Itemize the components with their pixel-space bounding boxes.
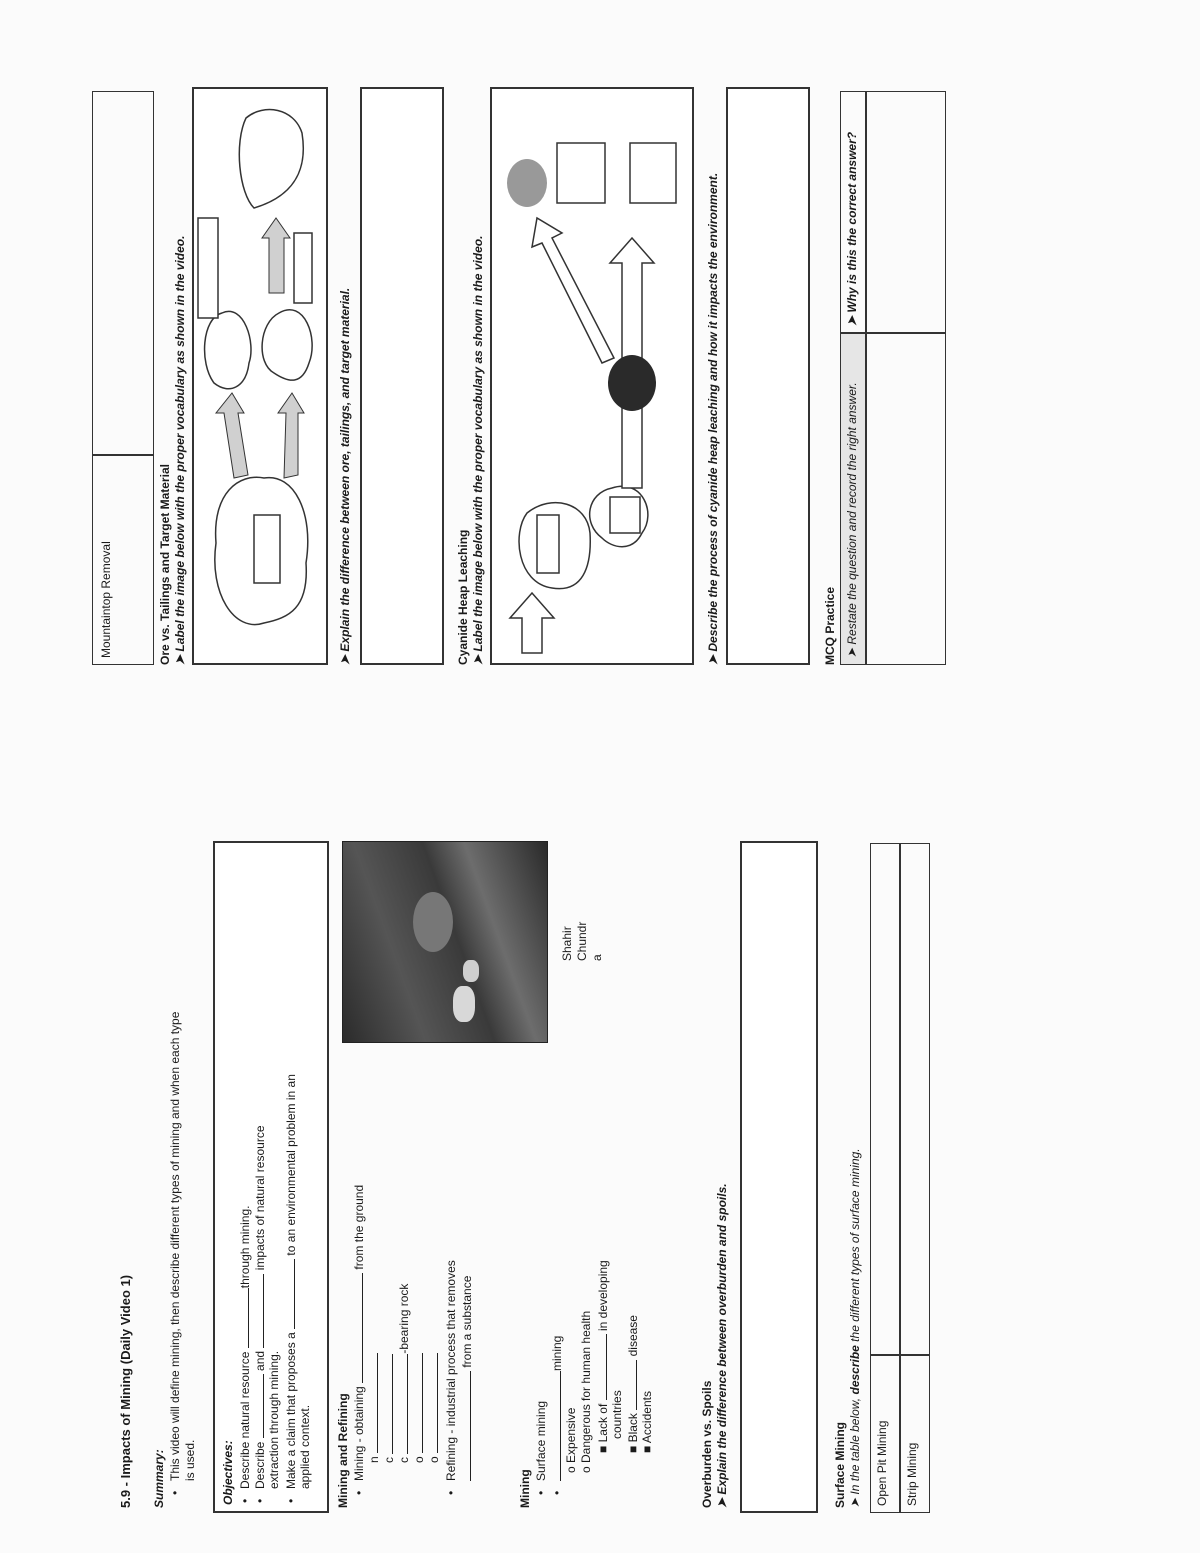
mining-refining-heading: Mining and Refining — [336, 1393, 350, 1508]
photo-credit-3: a — [590, 954, 604, 961]
heap-label-box-2[interactable] — [610, 497, 640, 533]
lack-text-c: countries — [610, 1390, 624, 1439]
objectives-heading: Objectives: — [221, 1440, 235, 1505]
overburden-prompt: Explain the difference between overburden and spoils. — [715, 1183, 729, 1495]
overburden-answer-box[interactable] — [740, 841, 818, 1513]
target-label-box[interactable] — [294, 233, 312, 303]
material-pile-shape — [239, 110, 303, 208]
disease-text: disease — [626, 1315, 640, 1357]
mining-type-blank[interactable] — [549, 1371, 561, 1481]
scanned-worksheet-page: 5.9 - Impacts of Mining (Daily Video 1) Summary: • This video will define mining, then describe different types of mining and when each type is used. Objectives: • Describe natural resource through mining. • Describe and impacts of natural resource extraction through mining. • Make a claim that proposes a to an environmental problem in an applied context. Mining and Refining • Mining - obtaining from the ground n c c -bearing rock o o • Refining - industrial process that removes from a substance Shahir Chundr a Mining • Surface mining • mining o Expensive o Dangerous for human health ■ Lack of in developing countries ■ Black disease ■ Accidents Overburden vs. Spoils ➤ Explain the difference between overburden and spoils. Surface Mining ➤ In the table below, describe the different types of surface mining. Open Pit Mining Strip Mining Mountaintop Removal Ore vs. Tailings and Target Material ➤ Label the image below with the proper vocabulary as shown in the video. ➤ Explain the difference between ore, tailings, and target material. Cyanide Heap Leaching ➤ Label the image below with the proper vocabulary as shown in the video. ➤ Describe the process of cyanide heap leaching and how it impacts the environment. MCQ Practice ➤ Restate the question and record the right answer. ➤ Why is this the correct answer? — [0, 0, 1200, 1553]
mining-blank[interactable] — [351, 1273, 363, 1383]
ore-label-box[interactable] — [254, 515, 280, 583]
tailings-shape — [205, 311, 251, 388]
mountaintop-label-cell: Mountaintop Removal — [92, 455, 154, 665]
expensive-text: Expensive — [564, 1407, 578, 1463]
cyanide-prompt: Label the image below with the proper vocabulary as shown in the video. — [471, 235, 485, 652]
mining-def-a: Mining - obtaining — [352, 1386, 366, 1481]
table-answer-cell[interactable] — [900, 843, 930, 1355]
sub-blank-3[interactable] — [396, 1354, 408, 1454]
mining-word: mining — [550, 1335, 564, 1371]
lack-text-a: Lack of — [596, 1403, 610, 1443]
ore-answer-box[interactable] — [360, 87, 444, 665]
sub-blank-1[interactable] — [366, 1353, 378, 1453]
objective-blank-3[interactable] — [252, 1274, 264, 1348]
objective-2b: and — [253, 1350, 267, 1371]
ore-diagram — [194, 89, 326, 663]
overburden-heading: Overburden vs. Spoils — [700, 1380, 714, 1508]
objectives-box — [213, 841, 329, 1513]
photo-highlight — [463, 960, 479, 982]
cyanide-heading: Cyanide Heap Leaching — [456, 529, 470, 665]
dangerous-text: Dangerous for human health — [579, 1310, 593, 1463]
arrow-icon — [278, 393, 304, 478]
cyanide-solution-blob — [608, 355, 656, 411]
mcq-col2-header: ➤ Why is this the correct answer? — [840, 91, 866, 333]
summary-heading: Summary: — [152, 1449, 166, 1508]
mcq-col2-text: Why is this the correct answer? — [845, 131, 859, 313]
sub-blank-4[interactable] — [411, 1353, 423, 1453]
mining-def-b: from the ground — [352, 1184, 366, 1270]
photo-highlight — [453, 986, 475, 1022]
cyanide-describe-prompt: Describe the process of cyanide heap leaching and how it impacts the environment. — [706, 172, 720, 652]
product-label-box[interactable] — [557, 143, 605, 203]
mining-heading: Mining — [518, 1469, 532, 1508]
heap-label-box[interactable] — [537, 515, 559, 573]
surface-prompt-b: describe — [848, 1345, 862, 1395]
summary-text-1: • This video will define mining, then describe different types of mining and when each type — [168, 1012, 183, 1495]
table-answer-cell[interactable] — [870, 843, 900, 1355]
objective-3c: applied context. — [298, 1404, 312, 1489]
target-shape — [262, 310, 312, 380]
sub-item-4: o — [412, 1456, 426, 1463]
photo-shadow — [413, 892, 453, 952]
objective-2d: extraction through mining. — [267, 1350, 281, 1489]
worksheet-title: 5.9 - Impacts of Mining (Daily Video 1) — [118, 1274, 133, 1508]
tailings-label-box[interactable] — [198, 218, 218, 318]
cyanide-diagram — [492, 89, 692, 663]
ore-heading: Ore vs. Tailings and Target Material — [158, 464, 172, 665]
objective-blank-1[interactable] — [237, 1288, 249, 1348]
objective-1a: Describe natural resource — [238, 1351, 252, 1489]
sub-blank-2[interactable] — [381, 1354, 393, 1454]
accidents-text: Accidents — [640, 1391, 654, 1444]
mcq-heading: MCQ Practice — [823, 586, 837, 665]
black-blank[interactable] — [625, 1360, 637, 1410]
objective-1b: through mining. — [238, 1205, 252, 1289]
sub-item-3: c — [397, 1457, 411, 1463]
sub-item-2: c — [382, 1457, 396, 1463]
arrow-icon — [262, 218, 290, 293]
waste-label-box[interactable] — [630, 143, 676, 203]
objective-blank-4[interactable] — [283, 1259, 295, 1329]
surface-prompt-a: In the table below, — [848, 1397, 862, 1495]
sub-blank-5[interactable] — [426, 1353, 438, 1453]
mining-photo — [342, 841, 548, 1043]
ore-explain-prompt: Explain the difference between ore, tailings, and target material. — [338, 287, 352, 652]
ore-prompt: Label the image below with the proper vocabulary as shown in the video. — [173, 235, 187, 652]
bearing-rock-text: -bearing rock — [397, 1283, 411, 1354]
refining-def-b: from a substance — [460, 1275, 474, 1368]
surface-prompt-c: the different types of surface mining. — [848, 1148, 862, 1342]
black-text: Black — [626, 1413, 640, 1443]
lack-blank[interactable] — [595, 1334, 607, 1400]
objective-2a: Describe — [253, 1441, 267, 1489]
surface-mining-text: Surface mining — [534, 1400, 548, 1481]
gold-product-blob — [507, 159, 547, 207]
photo-credit-2: Chundr — [575, 921, 589, 961]
table-row-label: Strip Mining — [900, 1355, 930, 1513]
mcq-col1-text: Restate the question and record the right answer. — [845, 382, 859, 645]
diagonal-arrow-icon — [532, 218, 614, 363]
objective-3b: to an environmental problem in an — [284, 1074, 298, 1256]
mcq-col1-header: ➤ Restate the question and record the right answer. — [840, 333, 866, 665]
refining-blank[interactable] — [459, 1371, 471, 1481]
refining-def-a: Refining - industrial process that removes — [444, 1260, 458, 1481]
mountaintop-answer-cell[interactable] — [92, 91, 154, 455]
summary-text-2: is used. — [183, 1439, 197, 1481]
objective-2c: impacts of natural resource — [253, 1125, 267, 1271]
mcq-reason-cell[interactable] — [866, 91, 946, 333]
cyanide-answer-box[interactable] — [726, 87, 810, 665]
input-arrow-icon — [510, 593, 554, 653]
photo-credit-1: Shahir — [560, 926, 574, 961]
mcq-answer-cell[interactable] — [866, 333, 946, 665]
sub-item-1: n — [367, 1456, 381, 1463]
surface-mining-heading: Surface Mining — [833, 1421, 847, 1508]
objective-3a: Make a claim that proposes a — [284, 1332, 298, 1489]
objective-blank-2[interactable] — [252, 1374, 264, 1438]
sub-item-5: o — [427, 1456, 441, 1463]
lack-text-b: in developing — [596, 1260, 610, 1332]
table-row-label: Open Pit Mining — [870, 1355, 900, 1513]
arrow-icon — [216, 393, 248, 478]
cyanide-diagram-box — [490, 87, 694, 665]
ore-diagram-box — [192, 87, 328, 665]
